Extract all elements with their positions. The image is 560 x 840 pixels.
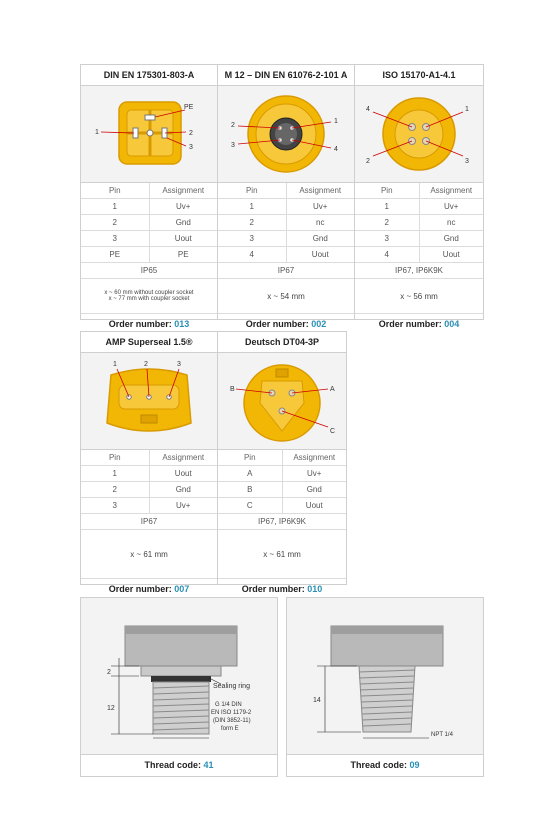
dimension-line: x ~ 56 mm	[400, 291, 438, 301]
card-title: M 12 – DIN EN 61076-2-101 A	[218, 65, 354, 86]
ip-rating: IP67	[218, 263, 354, 279]
thread-spec-line: EN ISO 1179-2	[211, 710, 252, 716]
table-row: A Uv+	[218, 466, 346, 482]
thread-spec-line: (DIN 3852-11)	[213, 718, 251, 724]
order-number: Order number: 004	[378, 319, 460, 329]
dimension-line: x ~ 60 mm without coupler socket	[104, 290, 194, 296]
pin-label-2: 2	[231, 122, 235, 129]
pin-label-c: C	[330, 428, 336, 435]
dimension-info	[218, 279, 354, 314]
pin-label-1: 1	[334, 118, 338, 125]
dimension-info	[218, 530, 346, 579]
pin-label-2: 2	[189, 130, 193, 137]
dimension-info	[355, 279, 483, 314]
table-header: Pin Assignment	[81, 183, 217, 199]
table-row: PE PE	[81, 247, 217, 263]
dimension-info	[81, 530, 217, 579]
thread-spec-line: G 1/4 DIN	[215, 702, 242, 708]
connector-card-deutsch	[217, 331, 347, 594]
thread-code: Thread code: 09	[350, 760, 420, 770]
table-row: 1 Uv+	[355, 199, 483, 215]
pin-label-b: B	[230, 386, 235, 393]
pin-label-2: 2	[144, 361, 148, 368]
table-header: Pin Assignment	[355, 183, 483, 199]
pin-label-1: 1	[113, 361, 117, 368]
ip-rating: IP67	[81, 514, 217, 530]
table-row: 4 Uout	[355, 247, 483, 263]
connector-image-iso	[355, 86, 483, 183]
order-number: Order number: 010	[241, 584, 323, 594]
connector-card-m12	[217, 64, 355, 329]
ip-rating: IP67, IP6K9K	[218, 514, 346, 530]
card-title: AMP Superseal 1.5®	[81, 332, 217, 353]
pin-label-3: 3	[465, 158, 469, 165]
card-title: Deutsch DT04-3P	[218, 332, 346, 353]
connector-card-iso	[354, 64, 484, 329]
sealing-ring-label: Sealing ring	[213, 683, 250, 690]
ip-rating: IP67, IP6K9K	[355, 263, 483, 279]
table-header: Pin Assignment	[218, 450, 346, 466]
table-row: B Gnd	[218, 482, 346, 498]
table-row: 3 Uv+	[81, 498, 217, 514]
dimension-line: x ~ 61 mm	[130, 549, 168, 559]
card-title: ISO 15170-A1-4.1	[355, 65, 483, 86]
table-row: 4 Uout	[218, 247, 354, 263]
order-number: Order number: 013	[108, 319, 190, 329]
dimension-label-12: 12	[107, 705, 115, 712]
table-row: 2 nc	[355, 215, 483, 231]
table-row: 1 Uv+	[218, 199, 354, 215]
pin-label-4: 4	[334, 146, 338, 153]
thread-card-09	[286, 597, 484, 777]
table-row: 2 nc	[218, 215, 354, 231]
table-row: 2 Gnd	[81, 215, 217, 231]
card-title: DIN EN 175301-803-A	[81, 65, 217, 86]
table-row: 3 Gnd	[355, 231, 483, 247]
connector-card-din	[80, 64, 218, 329]
pin-label-1: 1	[95, 129, 99, 136]
dimension-label-14: 14	[313, 697, 321, 704]
dimension-label-2: 2	[107, 669, 111, 676]
dimension-line: x ~ 61 mm	[263, 549, 301, 559]
table-row: 1 Uout	[81, 466, 217, 482]
connector-card-amp	[80, 331, 218, 594]
table-row: 3 Gnd	[218, 231, 354, 247]
dimension-info	[81, 279, 217, 314]
connector-image-din	[81, 86, 217, 183]
pin-label-pe: PE	[184, 104, 194, 111]
pin-label-3: 3	[189, 144, 193, 151]
thread-spec-line: NPT 1/4	[431, 732, 453, 738]
thread-image-41	[81, 598, 277, 755]
pin-label-4: 4	[366, 106, 370, 113]
table-row: 1 Uv+	[81, 199, 217, 215]
dimension-line: x ~ 54 mm	[267, 291, 305, 301]
table-row: C Uout	[218, 498, 346, 514]
table-header: Pin Assignment	[81, 450, 217, 466]
pin-label-a: A	[330, 386, 335, 393]
dimension-line: x ~ 77 mm with coupler socket	[108, 296, 190, 302]
order-number: Order number: 002	[245, 319, 327, 329]
pin-label-3: 3	[177, 361, 181, 368]
order-number: Order number: 007	[108, 584, 190, 594]
ip-rating: IP65	[81, 263, 217, 279]
table-header: Pin Assignment	[218, 183, 354, 199]
thread-code: Thread code: 41	[144, 760, 214, 770]
thread-spec-line: form E	[221, 726, 239, 732]
table-row: 2 Gnd	[81, 482, 217, 498]
connector-image-deutsch	[218, 353, 346, 450]
pin-label-2: 2	[366, 158, 370, 165]
connector-image-m12	[218, 86, 354, 183]
connector-image-amp	[81, 353, 217, 450]
thread-card-41	[80, 597, 278, 777]
table-row: 3 Uout	[81, 231, 217, 247]
thread-image-09	[287, 598, 483, 755]
pin-label-3: 3	[231, 142, 235, 149]
pin-label-1: 1	[465, 106, 469, 113]
